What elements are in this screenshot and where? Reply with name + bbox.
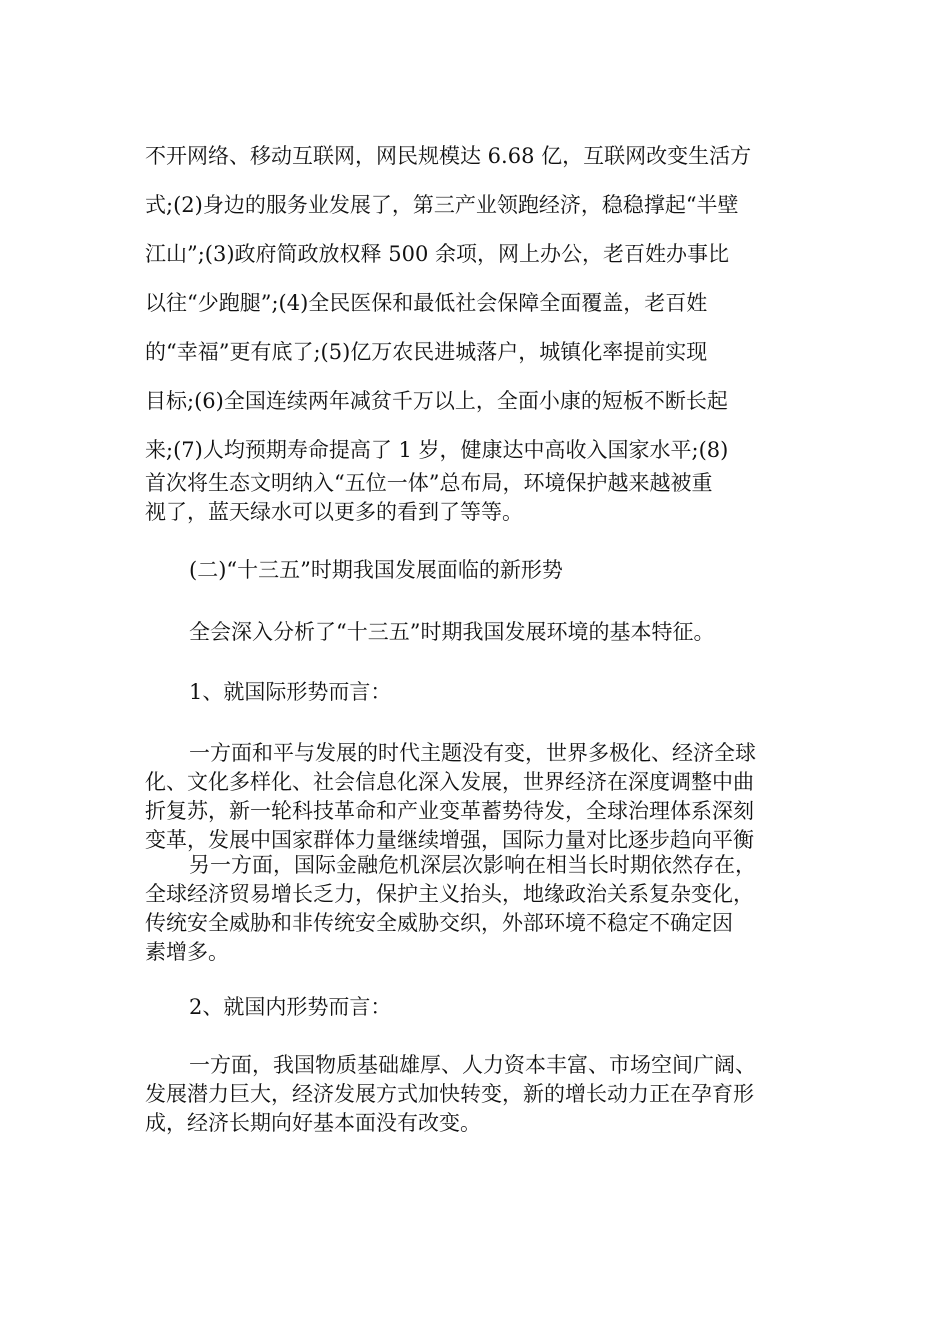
paragraph-international-positive	[145, 739, 815, 855]
heading-text: (二)“十三五”时期我国发展面临的新形势	[189, 558, 563, 582]
text-line: 折复苏，新一轮科技革命和产业变革蓄势待发，全球治理体系深刻	[145, 799, 754, 823]
text-line: 化、文化多样化、社会信息化深入发展，世界经济在深度调整中曲	[145, 770, 754, 794]
paragraph-achievements	[145, 132, 815, 475]
paragraph-international-negative	[145, 851, 815, 967]
text-line: 式;(2)身边的服务业发展了，第三产业领跑经济，稳稳撑起“半壁	[145, 193, 739, 217]
text-line: 一方面，我国物质基础雄厚、人力资本丰富、市场空间广阔、	[189, 1053, 756, 1077]
text-line: 成，经济长期向好基本面没有改变。	[145, 1111, 481, 1135]
section-heading-new-situation	[145, 555, 859, 585]
heading-text: 2、就国内形势而言：	[189, 995, 392, 1019]
text-line: 的“幸福”更有底了;(5)亿万农民进城落户，城镇化率提前实现	[145, 340, 708, 364]
paragraph-domestic-positive	[145, 1051, 815, 1138]
text-line: 传统安全威胁和非传统安全威胁交织，外部环境不稳定不确定因	[145, 911, 733, 935]
paragraph-achievements-tail	[145, 469, 815, 527]
text-line: 发展潜力巨大，经济发展方式加快转变，新的增长动力正在孕育形	[145, 1082, 754, 1106]
paragraph-plenum-analysis	[145, 617, 859, 647]
text-line: 江山”;(3)政府简政放权释 500 余项，网上办公，老百姓办事比	[145, 242, 729, 266]
text-line: 首次将生态文明纳入“五位一体”总布局，环境保护越来越被重	[145, 471, 713, 495]
text-line: 视了，蓝天绿水可以更多的看到了等等。	[145, 500, 523, 524]
text-line: 全会深入分析了“十三五”时期我国发展环境的基本特征。	[189, 620, 715, 644]
heading-text: 1、就国际形势而言：	[189, 680, 392, 704]
subheading-international	[145, 677, 859, 707]
text-line: 不开网络、移动互联网，网民规模达 6.68 亿，互联网改变生活方	[145, 144, 752, 168]
text-line: 以往“少跑腿”;(4)全民医保和最低社会保障全面覆盖，老百姓	[145, 291, 708, 315]
subheading-domestic	[145, 992, 859, 1022]
text-line: 一方面和平与发展的时代主题没有变，世界多极化、经济全球	[189, 741, 756, 765]
text-line: 目标;(6)全国连续两年减贫千万以上，全面小康的短板不断长起	[145, 389, 728, 413]
text-line: 另一方面，国际金融危机深层次影响在相当长时期依然存在，	[189, 853, 756, 877]
text-line: 变革，发展中国家群体力量继续增强，国际力量对比逐步趋向平衡	[145, 828, 754, 852]
text-line: 来;(7)人均预期寿命提高了 1 岁，健康达中高收入国家水平;(8)	[145, 438, 729, 462]
text-line: 素增多。	[145, 940, 229, 964]
text-line: 全球经济贸易增长乏力，保护主义抬头，地缘政治关系复杂变化，	[145, 882, 754, 906]
